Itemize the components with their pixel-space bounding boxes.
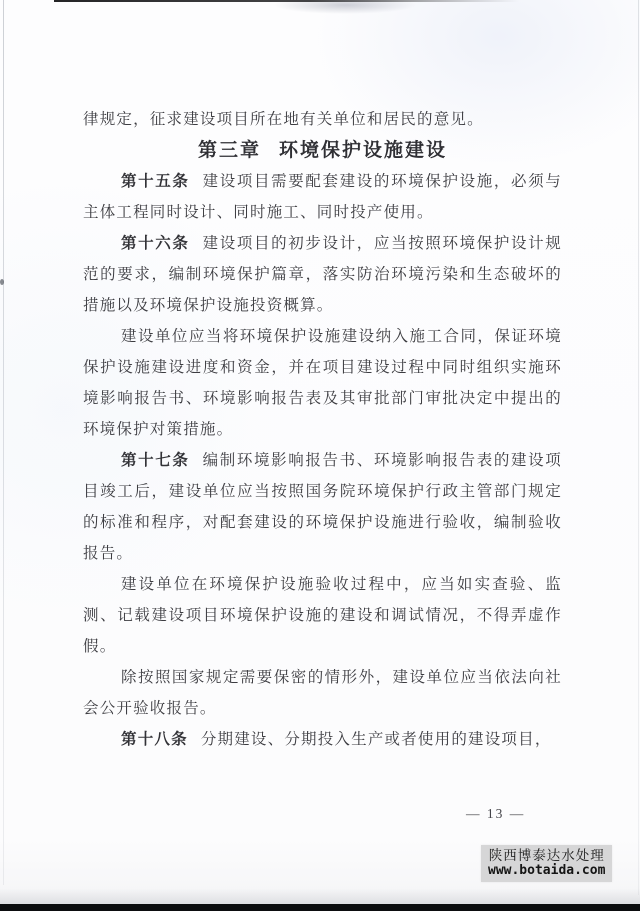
scan-artifact-bottom-bar [0, 904, 640, 911]
article-18-text: 分期建设、分期投入生产或者使用的建设项目， [200, 731, 552, 748]
article-17-number: 第十七条 [121, 452, 190, 469]
scan-artifact-bottom-shadow [0, 888, 640, 904]
scan-artifact-left-line [3, 0, 4, 885]
watermark-url: www.botaida.com [488, 863, 606, 878]
scan-artifact-dot [0, 279, 4, 285]
paragraph-body-3-text: 除按照国家规定需要保密的情形外，建设单位应当依法向社会公开验收报告。 [83, 669, 562, 717]
continuation-text: 律规定，征求建设项目所在地有关单位和居民的意见。 [83, 111, 484, 128]
page-number: — 13 — [466, 806, 526, 821]
article-15-number: 第十五条 [121, 173, 190, 190]
paragraph-article-18 [83, 724, 562, 755]
chapter-heading [83, 135, 562, 166]
paragraph-article-16 [83, 228, 562, 321]
paragraph-body-1 [83, 321, 562, 445]
article-16-text: 建设项目的初步设计，应当按照环境保护设计规范的要求，编制环境保护篇章，落实防治环境污染和生态破坏的措施以及环境保护设施投资概算。 [83, 235, 563, 314]
paragraph-body-1-text: 建设单位应当将环境保护设施建设纳入施工合同，保证环境保护设施建设进度和资金，并在项目建设过程中同时组织实施环境影响报告书、环境影响报告表及其审批部门审批决定中提出的环境保护对策措施。 [83, 328, 562, 438]
watermark-company-name: 陕西博泰达水处理 [488, 848, 605, 863]
article-17-text: 编制环境影响报告书、环境影响报告表的建设项目竣工后，建设单位应当按照国务院环境保护行政主管部门规定的标准和程序，对配套建设的环境保护设施进行验收，编制验收报告。 [83, 452, 563, 562]
paragraph-body-2-text: 建设单位在环境保护设施验收过程中，应当如实查验、监测、记载建设项目环境保护设施的建设和调试情况，不得弄虚作假。 [83, 576, 562, 655]
article-18-number: 第十八条 [121, 731, 188, 748]
scan-artifact-right-line [638, 0, 639, 895]
watermark-box [481, 845, 612, 882]
continuation-paragraph [83, 104, 562, 135]
chapter-title: 环境保护设施建设 [279, 140, 448, 161]
chapter-label: 第三章 [197, 140, 261, 161]
article-15-text: 建设项目需要配套建设的环境保护设施，必须与主体工程同时设计、同时施工、同时投产使用。 [83, 173, 563, 221]
paragraph-article-17 [83, 445, 562, 569]
paragraph-body-2 [83, 569, 562, 662]
paragraph-article-15 [83, 166, 562, 228]
document-body [83, 104, 562, 755]
paragraph-body-3 [83, 662, 562, 724]
article-16-number: 第十六条 [121, 235, 190, 252]
scan-artifact-top-line [54, 0, 519, 2]
